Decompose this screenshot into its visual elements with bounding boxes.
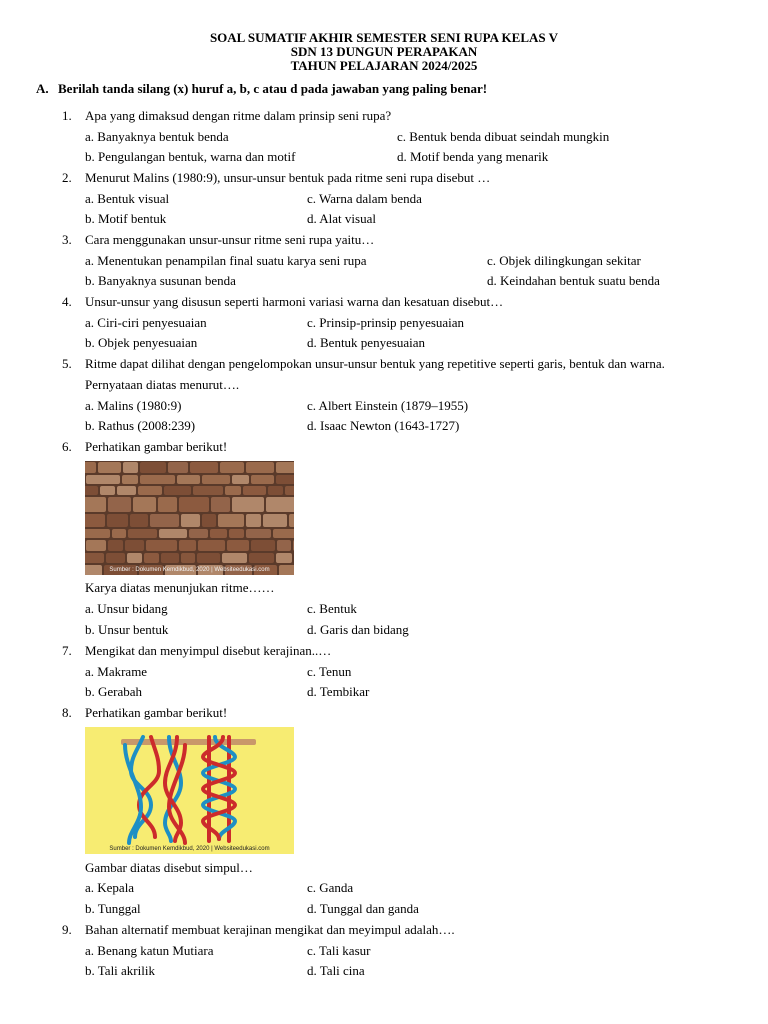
option-b[interactable]: b. Tunggal (85, 901, 141, 916)
stone-block (85, 529, 110, 538)
option-d[interactable]: d. Alat visual (307, 211, 376, 226)
option-c[interactable]: c. Bentuk (307, 601, 357, 616)
stone-block (127, 553, 142, 563)
question-text: Menurut Malins (1980:9), unsur-unsur bentuk pada ritme seni rupa disebut … (85, 170, 491, 185)
stone-block (268, 486, 283, 495)
stone-block (232, 497, 264, 512)
macrame-knot-image (85, 727, 294, 854)
option-d[interactable]: d. Tunggal dan ganda (307, 901, 419, 916)
option-c[interactable]: c. Ganda (307, 880, 354, 895)
stone-block (123, 462, 138, 473)
stone-block (289, 514, 294, 527)
question-text-continued: Pernyataan diatas menurut…. (85, 377, 240, 392)
option-a[interactable]: a. Ciri-ciri penyesuaian (85, 315, 207, 330)
option-b[interactable]: b. Banyaknya susunan benda (85, 273, 236, 288)
stone-block (222, 553, 247, 563)
stone-block (122, 475, 138, 484)
stone-block (140, 462, 166, 473)
stone-block (106, 553, 125, 563)
stone-block (164, 486, 191, 495)
stone-block (273, 529, 294, 538)
option-a[interactable]: a. Unsur bidang (85, 601, 168, 616)
stone-block (211, 497, 230, 512)
image-credit: Sumber : Dokumen Kemdikbud, 2020 | Websiteedukasi.com (109, 567, 270, 573)
stone-block (202, 514, 216, 527)
option-c[interactable]: c. Albert Einstein (1879–1955) (307, 398, 469, 413)
option-b[interactable]: b. Objek penyesuaian (85, 335, 198, 350)
stone-block (108, 497, 131, 512)
question-text: Unsur-unsur yang disusun seperti harmoni variasi warna dan kesatuan disebut… (85, 294, 504, 309)
stone-block (128, 529, 157, 538)
question-text-continued: Gambar diatas disebut simpul… (85, 860, 253, 875)
option-c[interactable]: c. Tali kasur (307, 943, 371, 958)
question-text: Mengikat dan menyimpul disebut kerajinan..… (85, 643, 332, 658)
stone-block (146, 540, 177, 551)
stone-block (138, 486, 162, 495)
question-number: 9. (62, 922, 72, 937)
stone-block (168, 462, 188, 473)
stone-block (225, 486, 241, 495)
stone-block (251, 540, 275, 551)
option-a[interactable]: a. Menentukan penampilan final suatu karya seni rupa (85, 253, 367, 268)
question-number: 6. (62, 439, 72, 454)
question-number: 4. (62, 294, 72, 309)
option-b[interactable]: b. Unsur bentuk (85, 622, 169, 637)
option-d[interactable]: d. Bentuk penyesuaian (307, 335, 426, 350)
stone-block (85, 553, 104, 563)
question-number: 7. (62, 643, 72, 658)
stone-block (276, 475, 294, 484)
stone-block (266, 497, 294, 512)
stone-block (85, 514, 105, 527)
question-text: Bahan alternatif membuat kerajinan mengikat dan meyimpul adalah…. (85, 922, 455, 937)
stone-block (189, 529, 208, 538)
stone-block (276, 553, 292, 563)
stone-block (243, 486, 266, 495)
question-text: Perhatikan gambar berikut! (85, 439, 228, 454)
option-c[interactable]: c. Objek dilingkungan sekitar (487, 253, 641, 268)
stone-block (85, 462, 96, 473)
stone-block (202, 475, 230, 484)
option-c[interactable]: c. Prinsip-prinsip penyesuaian (307, 315, 465, 330)
stone-block (86, 475, 120, 484)
stone-block (144, 553, 159, 563)
stone-block (100, 486, 115, 495)
stone-block (210, 529, 227, 538)
school-name: SDN 13 DUNGUN PERAPAKAN (290, 44, 478, 59)
section-instruction: Berilah tanda silang (x) huruf a, b, c atau d pada jawaban yang paling benar! (58, 81, 488, 96)
question-text: Apa yang dimaksud dengan ritme dalam prinsip seni rupa? (85, 108, 392, 123)
stone-block (190, 462, 218, 473)
image-credit: Sumber : Dokumen Kemdikbud, 2020 | Websiteedukasi.com (109, 846, 270, 852)
stone-block (249, 553, 274, 563)
question-number: 3. (62, 232, 72, 247)
doc-title: SOAL SUMATIF AKHIR SEMESTER SENI RUPA KELAS V (209, 30, 559, 45)
stone-block (161, 553, 179, 563)
option-a[interactable]: a. Bentuk visual (85, 191, 170, 206)
stone-block (177, 475, 200, 484)
option-a[interactable]: a. Malins (1980:9) (85, 398, 182, 413)
option-d[interactable]: d. Isaac Newton (1643-1727) (307, 418, 460, 433)
stone-block (98, 462, 121, 473)
stone-block (179, 540, 196, 551)
stone-block (85, 486, 98, 495)
stone-block (133, 497, 156, 512)
question-text: Perhatikan gambar berikut! (85, 705, 228, 720)
option-d[interactable]: d. Keindahan bentuk suatu benda (487, 273, 660, 288)
school-year: TAHUN PELAJARAN 2024/2025 (290, 58, 478, 73)
stone-wall-image (85, 461, 294, 575)
question-text-continued: Karya diatas menunjukan ritme…… (85, 580, 275, 595)
question-number: 8. (62, 705, 72, 720)
option-d[interactable]: d. Tembikar (307, 684, 370, 699)
stone-block (276, 462, 294, 473)
stone-block (158, 497, 177, 512)
stone-block (108, 540, 123, 551)
stone-block (193, 486, 223, 495)
option-a[interactable]: a. Makrame (85, 664, 148, 679)
option-b[interactable]: b. Tali akrilik (85, 963, 155, 978)
stone-block (220, 462, 244, 473)
option-a[interactable]: a. Kepala (85, 880, 135, 895)
option-d[interactable]: d. Tali cina (307, 963, 365, 978)
stone-block (159, 529, 187, 538)
stone-block (179, 497, 209, 512)
stone-block (293, 540, 294, 551)
stone-block (246, 514, 261, 527)
stone-block (277, 540, 291, 551)
option-a[interactable]: a. Benang katun Mutiara (85, 943, 214, 958)
question-number: 5. (62, 356, 72, 371)
stone-block (85, 497, 106, 512)
stone-block (181, 553, 195, 563)
stone-block (130, 514, 148, 527)
stone-block (140, 475, 175, 484)
option-d[interactable]: d. Garis dan bidang (307, 622, 409, 637)
stone-block (107, 514, 128, 527)
stone-block (246, 462, 274, 473)
stone-block (229, 529, 244, 538)
question-text: Cara menggunakan unsur-unsur ritme seni rupa yaitu… (85, 232, 375, 247)
question-number: 1. (62, 108, 72, 123)
option-b[interactable]: b. Pengulangan bentuk, warna dan motif (85, 149, 296, 164)
stone-block (112, 529, 126, 538)
question-number: 2. (62, 170, 72, 185)
section-letter: A. (36, 81, 49, 96)
option-a[interactable]: a. Banyaknya bentuk benda (85, 129, 229, 144)
stone-block (197, 553, 220, 563)
stone-block (218, 514, 244, 527)
macrame-knot-illustration (85, 727, 294, 854)
stone-block (150, 514, 179, 527)
option-b[interactable]: b. Rathus (2008:239) (85, 418, 196, 433)
stone-block (181, 514, 200, 527)
stone-block (117, 486, 136, 495)
stone-wall-illustration (85, 461, 294, 575)
stone-block (86, 540, 106, 551)
option-d[interactable]: d. Motif benda yang menarik (397, 149, 549, 164)
option-b[interactable]: b. Gerabah (85, 684, 143, 699)
stone-block (251, 475, 274, 484)
stone-block (198, 540, 225, 551)
stone-block (125, 540, 144, 551)
option-c[interactable]: c. Tenun (307, 664, 352, 679)
option-c[interactable]: c. Warna dalam benda (307, 191, 422, 206)
question-text: Ritme dapat dilihat dengan pengelompokan unsur-unsur bentuk yang repetitive seperti garis, bentuk dan warna. (85, 356, 665, 371)
option-c[interactable]: c. Bentuk benda dibuat seindah mungkin (397, 129, 610, 144)
stone-block (227, 540, 249, 551)
stone-block (246, 529, 271, 538)
stone-block (285, 486, 294, 495)
stone-block (263, 514, 287, 527)
option-b[interactable]: b. Motif bentuk (85, 211, 167, 226)
section-heading (36, 81, 487, 97)
stone-block (232, 475, 249, 484)
